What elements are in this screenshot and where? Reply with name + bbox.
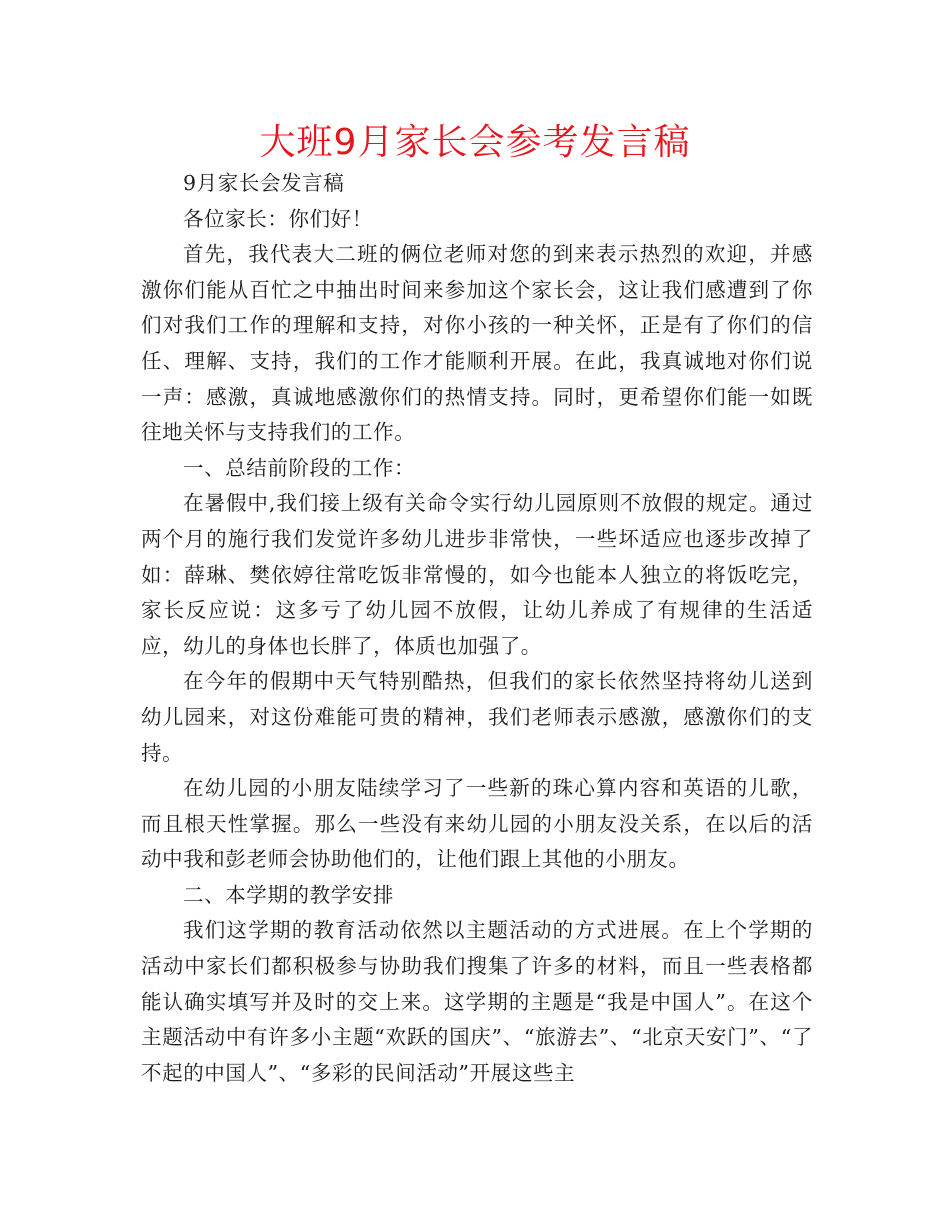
body-paragraph: 在幼儿园的小朋友陆续学习了一些新的珠心算内容和英语的儿歌，而且根天性掌握。那么一些没有来幼儿园的小朋友没关系，在以后的活动中我和彭老师会协助他们的，让他们跟上其他的小朋友。 xyxy=(141,776,813,872)
body-paragraph: 在今年的假期中天气特别酷热，但我们的家长依然坚持将幼儿送到幼儿园来，对这份难能可贵的精神，我们老师表示感激，感激你们的支持。 xyxy=(141,669,813,765)
body-paragraph: 我们这学期的教育活动依然以主题活动的方式进展。在上个学期的活动中家长们都积极参与协助我们搜集了许多的材料，而且一些表格都能认确实填写并及时的交上来。这学期的主题是“我是中国人”。在这个主题活动中有许多小主题“欢跃的国庆”、“旅游去”、“北京天安门”、“了不起的中国人”、“多彩的民间活动”开展这些主 xyxy=(141,918,814,1085)
document-body xyxy=(141,166,813,1091)
body-paragraph: 首先，我代表大二班的俩位老师对您的到来表示热烈的欢迎，并感激你们能从百忙之中抽出时间来参加这个家长会，这让我们感遭到了你们对我们工作的理解和支持，对你小孩的一种关怀，正是有了你们的信任、理解、支持，我们的工作才能顺利开展。在此，我真诚地对你们说一声：感激，真诚地感激你们的热情支持。同时，更希望你们能一如既往地关怀与支持我们的工作。 xyxy=(141,242,813,445)
document-title: 大班9月家长会参考发言稿 xyxy=(259,122,691,163)
section-heading: 二、本学期的教学安排 xyxy=(183,882,394,907)
section-heading: 一、总结前阶段的工作： xyxy=(183,455,416,480)
subtitle-paragraph: 9月家长会发言稿 xyxy=(183,171,345,195)
body-paragraph: 在暑假中,我们接上级有关命令实行幼儿园原则不放假的规定。通过两个月的施行我们发觉许多幼儿进步非常快，一些坏适应也逐步改掉了如：薛琳、樊依婷往常吃饭非常慢的，如今也能本人独立的将饭吃完，家长反应说：这多亏了幼儿园不放假，让幼儿养成了有规律的生活适应，幼儿的身体也长胖了，体质也加强了。 xyxy=(141,491,813,658)
greeting-paragraph: 各位家长：你们好！ xyxy=(183,206,373,231)
